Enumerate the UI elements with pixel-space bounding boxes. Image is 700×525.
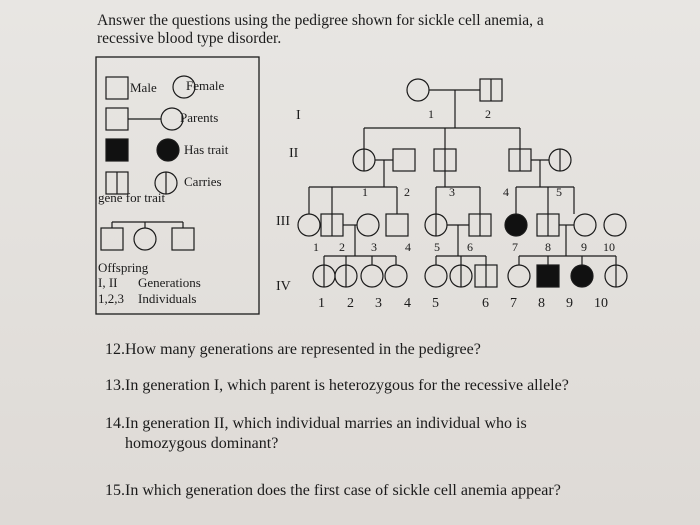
- legend-carries-label: Carries: [184, 174, 222, 189]
- generation-labels: [276, 108, 301, 294]
- gen2-label-4: 4: [503, 185, 509, 199]
- gen3-individual-10: [604, 214, 626, 236]
- gen3-label-8: 8: [545, 240, 551, 254]
- gen3-individual-1: [298, 214, 320, 236]
- male-symbol: [106, 77, 128, 99]
- gen4-label-9: 9: [566, 296, 573, 311]
- question-14-continued: homozygous dominant?: [125, 435, 279, 452]
- legend-parents-label: Parents: [180, 110, 219, 125]
- gen3-label-1: 1: [313, 240, 319, 254]
- legend-gene-label: gene for trait: [98, 190, 166, 205]
- gen3-individual-4: [386, 214, 408, 236]
- legend-female-label: Female: [186, 78, 225, 93]
- gen3-label-7: 7: [512, 240, 518, 254]
- gen4-label-4: 4: [404, 296, 411, 311]
- gen4-label-6: 6: [482, 296, 489, 311]
- instructions-line-1: Answer the questions using the pedigree shown for sickle cell anemia, a: [97, 12, 544, 29]
- gen3-individual-9: [574, 214, 596, 236]
- offspring-male-symbol: [101, 228, 123, 250]
- gen3-label-4: 4: [405, 240, 411, 254]
- generation-label-3: III: [276, 214, 290, 229]
- generation-1: [407, 79, 502, 128]
- legend-generations-key: I, II: [98, 275, 118, 290]
- question-15: 15.In which generation does the first case of sickle cell anemia appear?: [105, 482, 561, 499]
- generation-3: [298, 187, 626, 256]
- offspring-female-symbol: [134, 228, 156, 250]
- legend-individuals-label: Individuals: [138, 291, 197, 306]
- gen3-label-9: 9: [581, 240, 587, 254]
- gen2-label-5: 5: [556, 185, 562, 199]
- gen4-label-2: 2: [347, 296, 354, 311]
- gen2-label-2: 2: [404, 185, 410, 199]
- gen4-individual-5: [425, 265, 447, 287]
- gen4-individual-9: [537, 265, 559, 287]
- legend-offspring: [98, 222, 201, 306]
- gen1-label-2: 2: [485, 107, 491, 121]
- gen4-label-1: 1: [318, 296, 325, 311]
- generation-label-4: IV: [276, 279, 291, 294]
- parents-male-symbol: [106, 108, 128, 130]
- gen4-label-10: 10: [594, 296, 608, 311]
- instructions-line-2: recessive blood type disorder.: [97, 30, 282, 47]
- question-12: 12.How many generations are represented in the pedigree?: [105, 341, 481, 358]
- offspring-male-symbol: [172, 228, 194, 250]
- generation-label-1: I: [296, 108, 301, 123]
- gen3-label-5: 5: [434, 240, 440, 254]
- gen4-individual-10: [571, 265, 593, 287]
- gen4-label-7: 7: [510, 296, 517, 311]
- legend-has-trait: [106, 139, 229, 161]
- gen2-individual-2: [393, 149, 415, 171]
- gen3-label-6: 6: [467, 240, 473, 254]
- legend-individuals-key: 1,2,3: [98, 291, 124, 306]
- gen3-label-10: 10: [603, 240, 615, 254]
- generation-4: [313, 256, 627, 311]
- generation-label-2: II: [289, 146, 299, 161]
- gen4-label-3: 3: [375, 296, 382, 311]
- affected-female-symbol: [157, 139, 179, 161]
- gen3-individual-7: [505, 214, 527, 236]
- legend-male-label: Male: [130, 80, 157, 95]
- gen1-label-1: 1: [428, 107, 434, 121]
- question-14: 14.In generation II, which individual marries an individual who is: [105, 415, 527, 432]
- gen3-label-3: 3: [371, 240, 377, 254]
- gen3-individual-3: [357, 214, 379, 236]
- question-13: 13.In generation I, which parent is heterozygous for the recessive allele?: [105, 377, 569, 394]
- generation-2: [353, 128, 571, 199]
- legend-carries: [98, 172, 222, 205]
- gen4-individual-8: [508, 265, 530, 287]
- gen1-individual-1: [407, 79, 429, 101]
- gen2-label-3: 3: [449, 185, 455, 199]
- gen2-label-1: 1: [362, 185, 368, 199]
- legend-generations-label: Generations: [138, 275, 201, 290]
- legend: [96, 57, 259, 314]
- legend-parents: [106, 108, 218, 130]
- legend-offspring-label: Offspring: [98, 260, 149, 275]
- legend-male-female: [106, 76, 224, 99]
- affected-male-symbol: [106, 139, 128, 161]
- gen3-label-2: 2: [339, 240, 345, 254]
- gen4-individual-3: [361, 265, 383, 287]
- gen4-individual-4: [385, 265, 407, 287]
- gen4-label-8: 8: [538, 296, 545, 311]
- legend-has-trait-label: Has trait: [184, 142, 229, 157]
- gen4-label-5: 5: [432, 296, 439, 311]
